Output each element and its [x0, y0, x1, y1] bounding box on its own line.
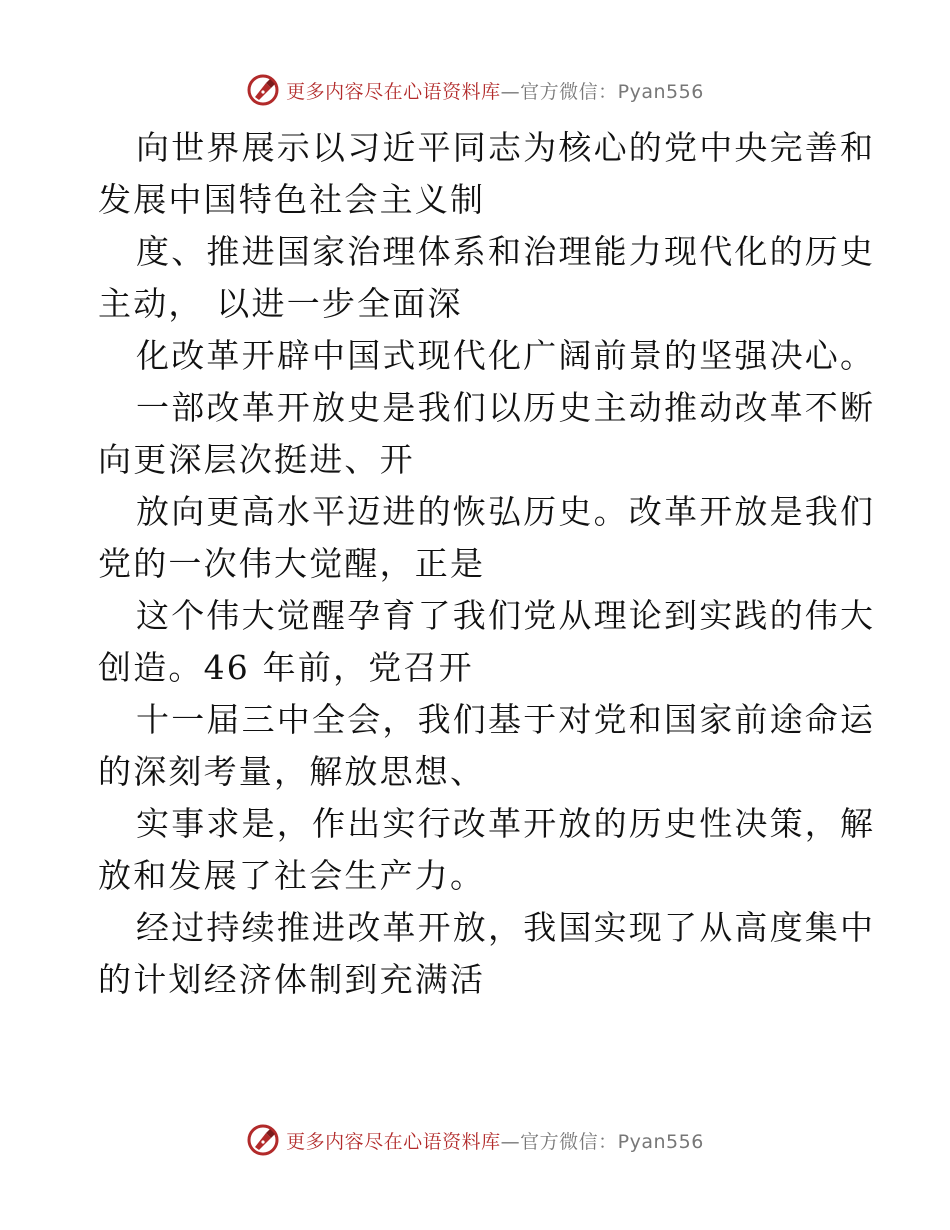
text-line: 党的一次伟大觉醒，正是: [98, 544, 486, 583]
footer-banner-wechat: 官方微信：Pyan556: [520, 1130, 704, 1153]
text-line: 十一届三中全会，我们基于对党和国家前途命运: [136, 700, 876, 739]
text-line: 的计划经济体制到充满活: [98, 960, 486, 999]
footer-banner-separator: —: [500, 1130, 521, 1153]
header-banner-main: 更多内容尽在心语资料库: [286, 80, 501, 103]
header-banner: [0, 70, 950, 110]
text-line: 向更深层次挺进、开: [98, 440, 415, 479]
text-line: 主动， 以进一步全面深: [98, 284, 463, 323]
text-line: 一部改革开放史是我们以历史主动推动改革不断: [136, 388, 876, 427]
text-line: 向世界展示以习近平同志为核心的党中央完善和: [136, 128, 876, 167]
pen-nib-logo-icon: [246, 1123, 280, 1157]
text-line: 放向更高水平迈进的恢弘历史。改革开放是我们: [136, 492, 876, 531]
footer-banner-main: 更多内容尽在心语资料库: [286, 1130, 501, 1153]
text-line: 经过持续推进改革开放，我国实现了从高度集中: [136, 908, 876, 947]
footer-banner: [0, 1120, 950, 1160]
header-banner-separator: —: [500, 80, 521, 103]
header-banner-inner: [246, 73, 704, 107]
text-line: 实事求是，作出实行改革开放的历史性决策，解: [136, 804, 876, 843]
footer-banner-inner: [246, 1123, 704, 1157]
document-body: [98, 122, 876, 1006]
pen-nib-logo-icon: [246, 73, 280, 107]
text-line: 发展中国特色社会主义制: [98, 180, 486, 219]
header-banner-text: [286, 77, 704, 104]
text-line: 这个伟大觉醒孕育了我们党从理论到实践的伟大: [136, 596, 876, 635]
text-line: 度、推进国家治理体系和治理能力现代化的历史: [136, 232, 876, 271]
header-banner-wechat: 官方微信：Pyan556: [520, 80, 704, 103]
footer-banner-text: [286, 1127, 704, 1154]
text-line: 化改革开辟中国式现代化广阔前景的坚强决心。: [136, 336, 876, 375]
text-line: 的深刻考量，解放思想、: [98, 752, 486, 791]
text-line: 创造。46 年前，党召开: [98, 648, 474, 687]
text-line: 放和发展了社会生产力。: [98, 856, 486, 895]
